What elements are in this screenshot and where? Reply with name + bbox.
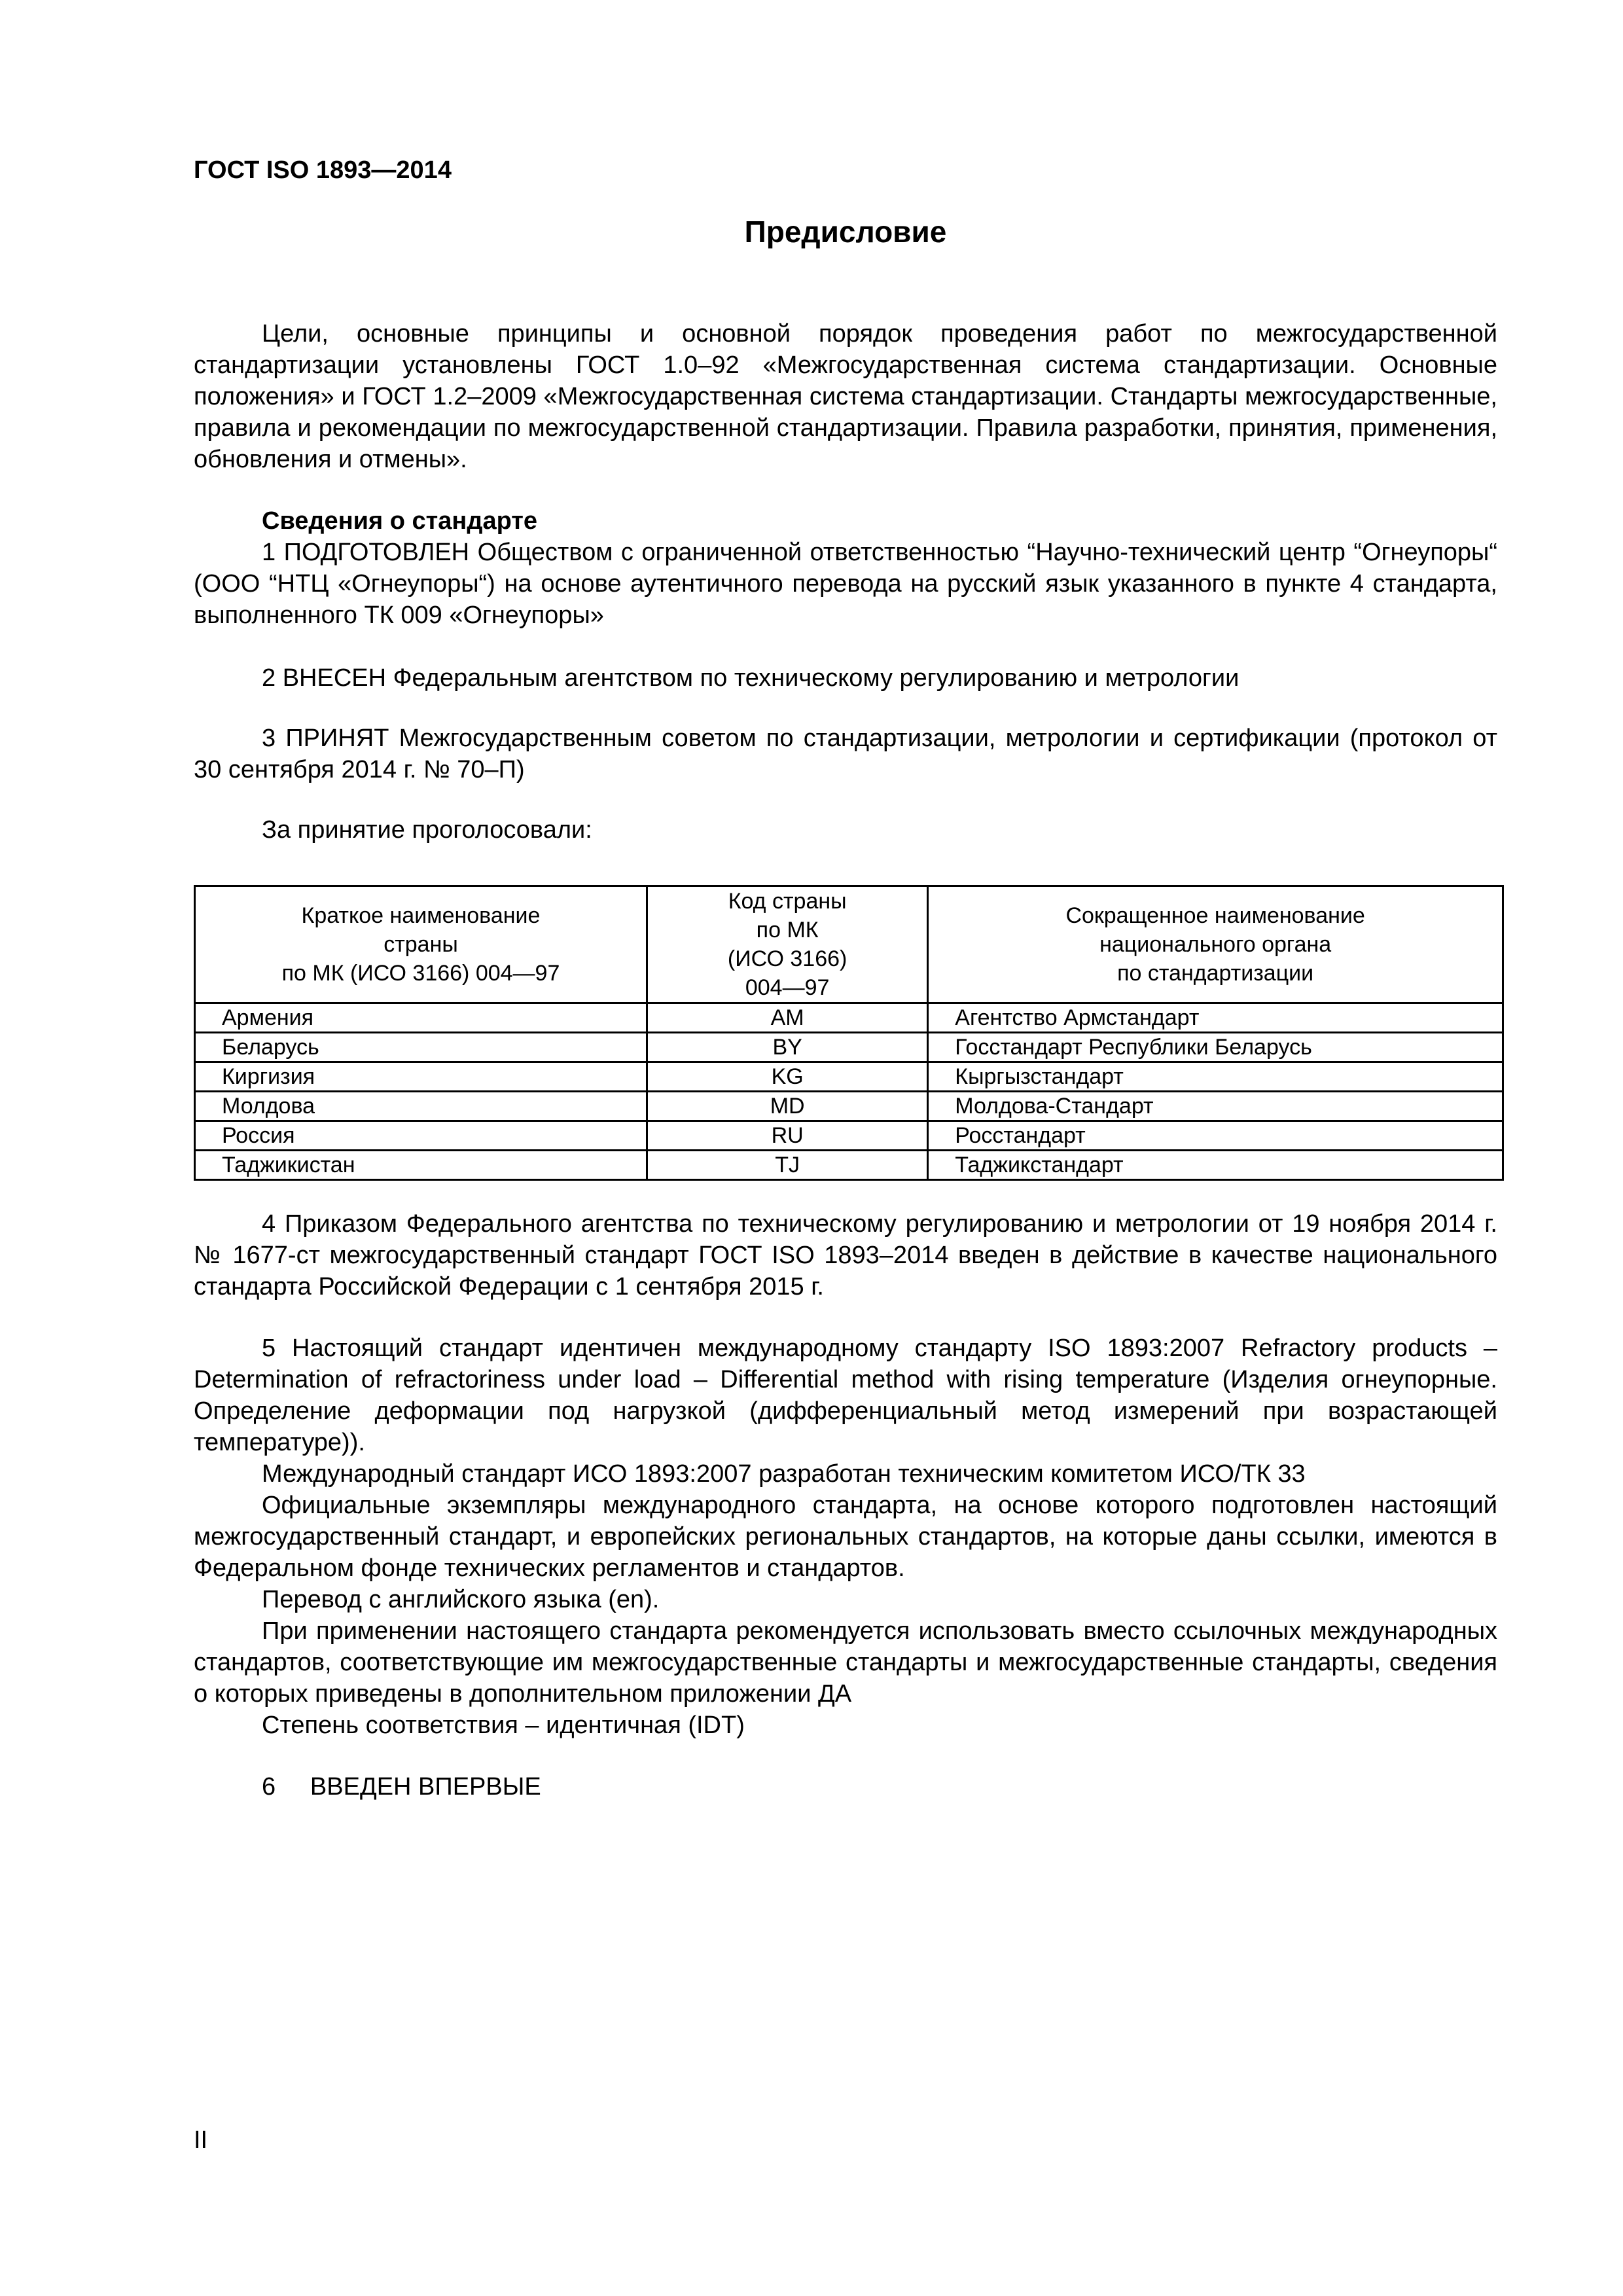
cell-country: Таджикистан xyxy=(195,1151,647,1180)
voting-table xyxy=(194,885,1504,1181)
cell-body: Агентство Армстандарт xyxy=(928,1003,1503,1033)
item-5 xyxy=(194,1333,1497,1458)
item-5-translation xyxy=(194,1584,1497,1615)
intro-paragraph xyxy=(194,318,1497,475)
table-header-row xyxy=(195,886,1503,1003)
item-6-text: 6 ВВЕДЕН ВПЕРВЫЕ xyxy=(262,1773,541,1801)
table-row xyxy=(195,1003,1503,1033)
item-1-text: 1 ПОДГОТОВЛЕН Обществом с ограниченной ответственностью “Научно-технический центр “Огнеупоры“ (ООО “НТЦ «Огнеупоры“) на основе аутентичного перевода на русский язык указанного в пункте 4 стандарта, выполненного ТК 009 «Огнеупоры» xyxy=(194,539,1497,629)
cell-body: Молдова-Стандарт xyxy=(928,1092,1503,1121)
cell-country: Беларусь xyxy=(195,1033,647,1062)
voted-line xyxy=(194,814,1497,846)
cell-body: Кыргызстандарт xyxy=(928,1062,1503,1092)
cell-code: MD xyxy=(647,1092,927,1121)
intro-text: Цели, основные принципы и основной порядок проведения работ по межгосударственной стандартизации установлены ГОСТ 1.0–92 «Межгосударственная система стандартизации. Основные положения» и ГОСТ 1.2–2009 «Межгосударственная система стандартизации. Стандарты межгосударственные, правила и рекомендации по межгосударственной стандартизации. Правила разработки, принятия, применения, обновления и отмены». xyxy=(194,320,1497,473)
table-row xyxy=(195,1033,1503,1062)
table-row xyxy=(195,1092,1503,1121)
item-2-text: 2 ВНЕСЕН Федеральным агентством по техническому регулированию и метрологии xyxy=(262,664,1240,692)
cell-body: Госстандарт Республики Беларусь xyxy=(928,1033,1503,1062)
item-3-text: 3 ПРИНЯТ Межгосударственным советом по стандартизации, метрологии и сертификации (протокол от 30 сентября 2014 г. № 70–П) xyxy=(194,725,1497,783)
subtitle: Сведения о стандарте xyxy=(262,507,538,535)
cell-code: KG xyxy=(647,1062,927,1092)
item-4-text: 4 Приказом Федерального агентства по техническому регулированию и метрологии от 19 ноября 2014 г. № 1677-ст межгосударственный стандарт ГОСТ ISO 1893–2014 введен в действие в качестве национального стандарта Российской Федерации с 1 сентября 2015 г. xyxy=(194,1210,1497,1300)
subtitle-paragraph xyxy=(194,505,1497,537)
item-5-translation-text: Перевод с английского языка (en). xyxy=(262,1586,660,1613)
voted-text: За принятие проголосовали: xyxy=(262,816,592,844)
item-4 xyxy=(194,1208,1497,1302)
table-row xyxy=(195,1062,1503,1092)
item-5-recommend xyxy=(194,1615,1497,1710)
item-2 xyxy=(194,662,1497,694)
item-5-degree-text: Степень соответствия – идентичная (IDT) xyxy=(262,1712,745,1739)
cell-code: AM xyxy=(647,1003,927,1033)
cell-body: Таджикстандарт xyxy=(928,1151,1503,1180)
cell-country: Россия xyxy=(195,1121,647,1151)
header-country-code: Код страны по МК (ИСО 3166) 004—97 xyxy=(647,886,927,1003)
table-row xyxy=(195,1151,1503,1180)
header-country-name: Краткое наименование страны по МК (ИСО 3166) 004—97 xyxy=(195,886,647,1003)
item-1 xyxy=(194,537,1497,631)
cell-country: Киргизия xyxy=(195,1062,647,1092)
cell-code: TJ xyxy=(647,1151,927,1180)
item-3 xyxy=(194,723,1497,785)
item-5-degree xyxy=(194,1710,1497,1741)
cell-country: Армения xyxy=(195,1003,647,1033)
cell-code: RU xyxy=(647,1121,927,1151)
header-standards-body: Сокращенное наименование национального органа по стандартизации xyxy=(928,886,1503,1003)
item-5-text: 5 Настоящий стандарт идентичен международному стандарту ISO 1893:2007 Refractory products – Determination of refractoriness under load – Differential method with rising temperature (Изделия огнеупорные. Определение деформации под нагрузкой (дифференциальный метод измерений при возрастающей температуре)). xyxy=(194,1335,1497,1456)
page-number: II xyxy=(194,2126,208,2154)
item-5-copies-text: Официальные экземпляры международного стандарта, на основе которого подготовлен настоящий межгосударственный стандарт, и европейских региональных стандартов, на которые даны ссылки, имеются в Федеральном фонде технических регламентов и стандартов. xyxy=(194,1492,1497,1582)
cell-country: Молдова xyxy=(195,1092,647,1121)
table-row xyxy=(195,1121,1503,1151)
item-5-tc-text: Международный стандарт ИСО 1893:2007 разработан техническим комитетом ИСО/ТК 33 xyxy=(262,1460,1306,1488)
item-5-copies xyxy=(194,1490,1497,1584)
cell-body: Росстандарт xyxy=(928,1121,1503,1151)
item-5-tc xyxy=(194,1458,1497,1490)
cell-code: BY xyxy=(647,1033,927,1062)
page-title: Предисловие xyxy=(744,215,947,249)
document-code: ГОСТ ISO 1893—2014 xyxy=(194,156,452,184)
item-5-recommend-text: При применении настоящего стандарта рекомендуется использовать вместо ссылочных международных стандартов, соответствующие им межгосударственные стандарты и межгосударственные стандарты, сведения о которых приведены в дополнительном приложении ДА xyxy=(194,1617,1497,1708)
item-6 xyxy=(194,1771,1497,1803)
